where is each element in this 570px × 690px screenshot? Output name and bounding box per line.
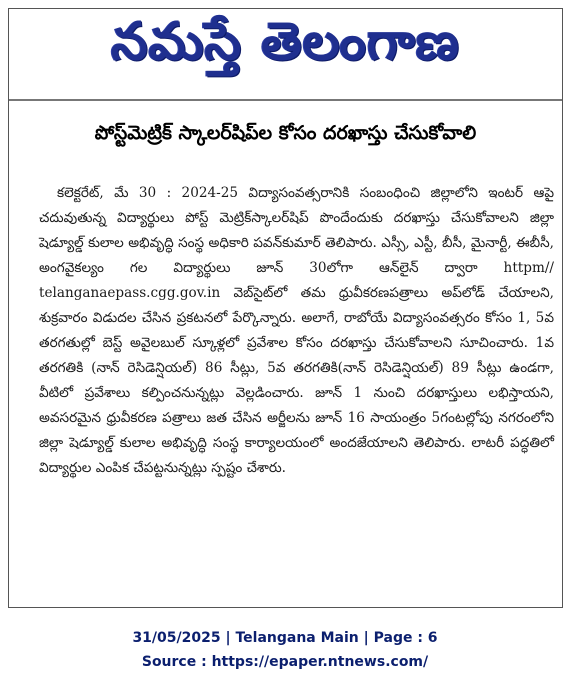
masthead-divider — [9, 99, 562, 101]
newspaper-masthead-logo: నమస్తే తెలంగాణ — [111, 11, 460, 72]
article-body: కలెక్టరేట్, మే 30 : 2024-25 విద్యాసంవత్సరానికి సంబంధించి జిల్లాలోని ఇంటర్ ఆపై చదువుతున్న విద్యార్థులు పోస్ట్ మెట్రిక్‌స్కాలర్‌షిప్ పొందేందుకు దరఖాస్తు చేసుకోవాలని జిల్లా షెడ్యూల్డ్ కులాల అభివృద్ధి సంస్థ అధికారి పవన్‌కుమార్ తెలిపారు. ఎస్సీ, ఎస్టీ, బీసీ, మైనార్టీ, ఈబీసీ, అంగవైకల్యం గల విద్యార్థులు జూన్ 30లోగా ఆన్‌లైన్ ద్వారా httpm// telanganaepass.cgg.gov.in వెబ్‌సైట్‌లో తమ ధ్రువీకరణపత్రాలు అప్‌లోడ్ చేయాలని, శుక్రవారం విడుదల చేసిన ప్రకటనలో పేర్కొన్నారు. అలాగే, రాబోయే విద్యాసంవత్సరం కోసం 1, 5వ తరగతుల్లో బెస్ట్ అవైలబుల్ స్కూళ్లలో ప్రవేశాల కోసం దరఖాస్తు చేసుకోవాలని సూచించారు. 1వ తరగతికి (నాన్ రెసిడెన్షియల్) 86 సీట్లు, 5వ తరగతికి(నాన్ రెసిడెన్షియల్) 89 సీట్లు ఉండగా, వీటిలో ప్రవేశాలు కల్పించనున్నట్లు వెల్లడించారు. జూన్ 1 నుంచి దరఖాస్తులు లభిస్తాయని, అవసరమైన ధ్రువీకరణ పత్రాలు జత చేసిన అర్జీలను జూన్ 16 సాయంత్రం 5గంటల్లోపు నగరంలోని జిల్లా షెడ్యూల్డ్ కులాల అభివృద్ధి సంస్థ కార్యాలయంలో అందజేయాలని తెలిపారు. లాటరీ పద్ధతిలో విద్యార్థుల ఎంపిక చేపట్టనున్నట్లు స్పష్టం చేశారు. — [39, 185, 554, 476]
news-clipping — [8, 8, 563, 608]
article-headline: పోస్ట్‌మెట్రిక్ స్కాలర్‌షిప్‌ల కోసం దరఖాస్తు చేసుకోవాలి — [94, 122, 477, 144]
source-link[interactable]: Source : https://epaper.ntnews.com/ — [141, 654, 429, 670]
publication-info: 31/05/2025 | Telangana Main | Page : 6 — [132, 630, 438, 646]
